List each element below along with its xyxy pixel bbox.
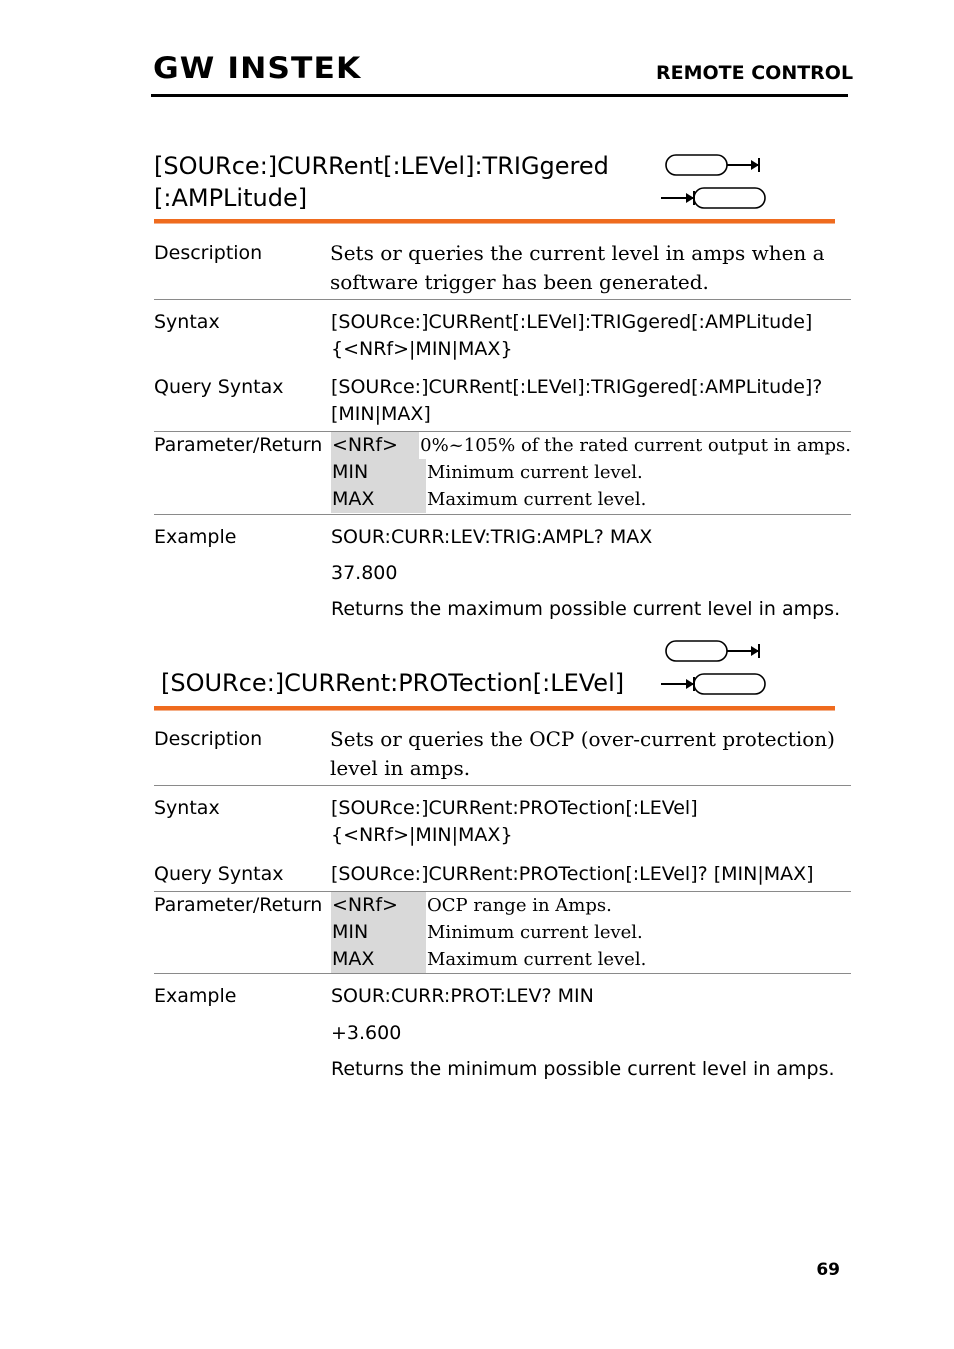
parameter-row [331,892,851,919]
description-label: Description [154,242,263,264]
parameter-row [331,459,851,486]
header-rule [151,94,848,97]
set-command-icon [666,641,759,661]
syntax-line: [SOURce:]CURRent[:LEVel]:TRIGgered[:AMPLitude] [331,311,813,333]
example-note: Returns the maximum possible current level in amps. [331,598,841,620]
command-title [161,667,624,699]
description-label: Description [154,728,263,750]
syntax-text [331,309,851,363]
example-command: SOUR:CURR:PROT:LEV? MIN [331,985,594,1007]
example-command: SOUR:CURR:LEV:TRIG:AMPL? MAX [331,526,653,548]
parameter-desc: Maximum current level. [427,489,647,510]
example-label: Example [154,526,237,548]
command-title-line: [SOURce:]CURRent[:LEVel]:TRIGgered [154,152,609,180]
title-underline [154,706,835,710]
description-text: Sets or queries the OCP (over-current protection) level in amps. [330,727,835,780]
description-text: Sets or queries the current level in amps when a software trigger has been generated. [330,241,825,294]
syntax-line: {<NRf>|MIN|MAX} [331,338,513,360]
query-syntax-label: Query Syntax [154,376,284,398]
parameter-label: Parameter/Return [154,894,323,916]
syntax-text [331,795,851,849]
parameter-desc: Minimum current level. [427,462,643,483]
parameter-row [331,946,851,973]
parameter-key: MIN [331,459,426,486]
example-label: Example [154,985,237,1007]
example-return: 37.800 [331,562,398,584]
set-query-icons [658,152,770,212]
syntax-line: {<NRf>|MIN|MAX} [331,824,513,846]
example-note: Returns the minimum possible current level in amps. [331,1058,835,1080]
parameter-row [331,919,851,946]
command-title-line: [SOURce:]CURRent:PROTection[:LEVel] [161,669,625,697]
parameter-key: MIN [331,919,426,946]
query-command-icon [661,674,765,694]
syntax-line: [SOURce:]CURRent:PROTection[:LEVel] [331,797,698,819]
query-syntax-text [331,861,851,888]
parameter-key: <NRf> [331,432,419,459]
query-syntax-text [331,374,851,428]
example-return: +3.600 [331,1022,402,1044]
syntax-label: Syntax [154,797,220,819]
parameter-table [331,432,851,513]
parameter-desc: 0%~105% of the rated current output in amps. [420,435,851,456]
parameter-row [331,486,851,513]
syntax-label: Syntax [154,311,220,333]
section-title: REMOTE CONTROL [656,62,854,84]
set-query-icons [658,638,770,698]
page-number: 69 [816,1260,840,1280]
gw-instek-logo: GW INSTEK [153,51,362,85]
parameter-desc: Maximum current level. [427,949,647,970]
title-underline [154,219,835,223]
command-title [154,150,609,214]
parameter-key: MAX [331,486,426,513]
row-divider [154,299,851,300]
command-title-line: [:AMPLitude] [154,184,308,212]
parameter-table [331,892,851,973]
parameter-label: Parameter/Return [154,434,323,456]
set-command-icon [666,155,759,175]
query-syntax-label: Query Syntax [154,863,284,885]
query-command-icon [661,188,765,208]
query-syntax-line: [MIN|MAX] [331,403,431,425]
parameter-row [331,432,851,459]
row-divider [154,785,851,786]
parameter-key: MAX [331,946,426,973]
query-syntax-line: [SOURce:]CURRent:PROTection[:LEVel]? [MIN|MAX] [331,863,814,885]
row-divider [154,973,851,974]
parameter-key: <NRf> [331,892,426,919]
query-syntax-line: [SOURce:]CURRent[:LEVel]:TRIGgered[:AMPLitude]? [331,376,823,398]
row-divider [154,514,851,515]
parameter-desc: Minimum current level. [427,922,643,943]
parameter-desc: OCP range in Amps. [427,895,612,916]
